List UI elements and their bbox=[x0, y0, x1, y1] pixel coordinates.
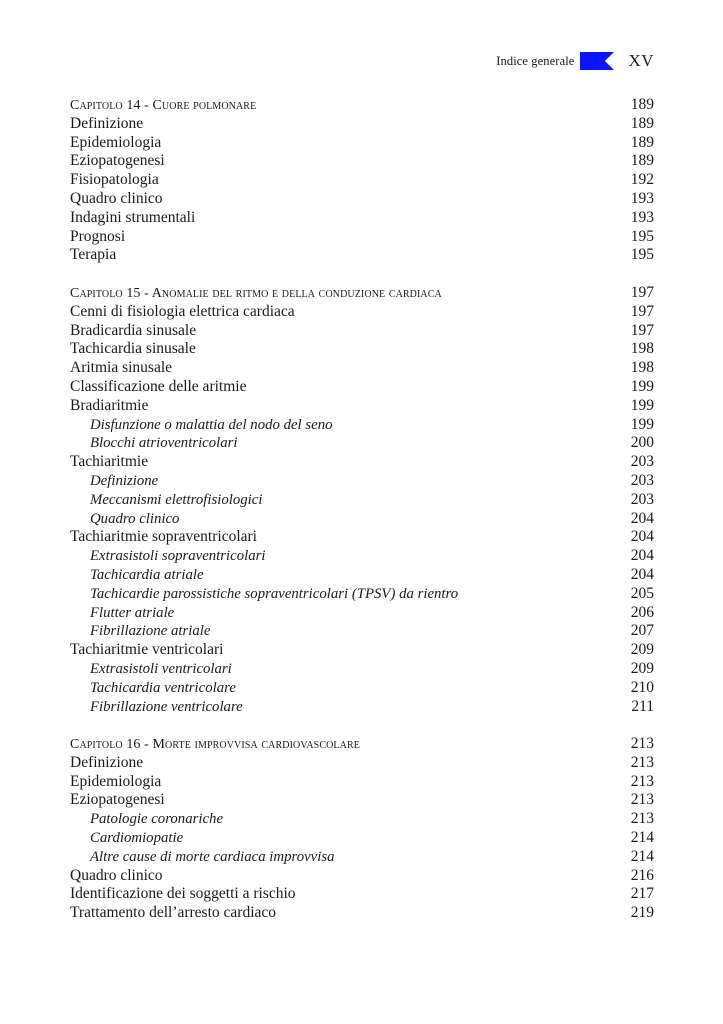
toc-entry-page: 217 bbox=[630, 885, 654, 903]
toc-subsection-entry bbox=[70, 660, 654, 679]
toc-entry-title: Capitolo 16 - Morte improvvisa cardiovascolare bbox=[70, 737, 360, 753]
toc-entry-title: Flutter atriale bbox=[90, 604, 175, 621]
toc-entry-page: 199 bbox=[630, 377, 654, 395]
toc-entry-page: 209 bbox=[630, 659, 654, 677]
toc-entry-page: 214 bbox=[630, 829, 654, 847]
toc-entry-page: 189 bbox=[630, 133, 654, 151]
toc-entry-page: 213 bbox=[630, 753, 654, 771]
toc-entry-page: 214 bbox=[630, 847, 654, 865]
toc-entry-title: Definizione bbox=[70, 753, 144, 771]
toc-section-entry bbox=[70, 340, 654, 359]
toc-section-entry bbox=[70, 246, 654, 265]
toc-entry-title: Blocchi atrioventricolari bbox=[90, 435, 238, 452]
toc-entry-page: 203 bbox=[630, 471, 654, 489]
table-of-contents bbox=[70, 96, 654, 923]
section-label: Indice generale bbox=[496, 53, 575, 68]
toc-subsection-entry bbox=[70, 698, 654, 717]
toc-entry-page: 192 bbox=[630, 171, 654, 189]
toc-section-entry bbox=[70, 885, 654, 904]
toc-entry-page: 197 bbox=[630, 283, 654, 301]
toc-entry-title: Tachicardia atriale bbox=[90, 566, 204, 583]
toc-subsection-entry bbox=[70, 491, 654, 510]
toc-subsection-entry bbox=[70, 604, 654, 623]
toc-section-entry bbox=[70, 115, 654, 134]
toc-section-entry bbox=[70, 528, 654, 547]
toc-section-entry bbox=[70, 867, 654, 886]
toc-subsection-entry bbox=[70, 829, 654, 848]
toc-subsection-entry bbox=[70, 416, 654, 435]
toc-entry-title: Definizione bbox=[70, 114, 144, 132]
toc-entry-page: 205 bbox=[630, 584, 654, 602]
toc-entry-page: 197 bbox=[630, 302, 654, 320]
toc-entry-title: Eziopatogenesi bbox=[70, 152, 165, 170]
toc-section-entry bbox=[70, 397, 654, 416]
toc-entry-page: 193 bbox=[630, 208, 654, 226]
toc-entry-title: Meccanismi elettrofisiologici bbox=[90, 491, 263, 508]
toc-entry-page: 189 bbox=[630, 152, 654, 170]
toc-subsection-entry bbox=[70, 810, 654, 829]
toc-section-entry bbox=[70, 209, 654, 228]
toc-section-entry bbox=[70, 641, 654, 660]
toc-entry-title: Bradicardia sinusale bbox=[70, 321, 197, 339]
toc-entry-page: 197 bbox=[630, 321, 654, 339]
toc-chapter-entry bbox=[70, 735, 654, 754]
toc-entry-title: Indagini strumentali bbox=[70, 208, 196, 226]
toc-entry-page: 213 bbox=[630, 772, 654, 790]
toc-entry-page: 207 bbox=[630, 622, 654, 640]
toc-entry-title: Eziopatogenesi bbox=[70, 791, 165, 809]
toc-entry-page: 204 bbox=[630, 547, 654, 565]
toc-subsection-entry bbox=[70, 848, 654, 867]
toc-entry-page: 206 bbox=[630, 603, 654, 621]
toc-section-entry bbox=[70, 773, 654, 792]
toc-entry-title: Cenni di fisiologia elettrica cardiaca bbox=[70, 302, 295, 320]
toc-entry-title: Epidemiologia bbox=[70, 772, 162, 790]
toc-entry-page: 195 bbox=[630, 227, 654, 245]
toc-section-entry bbox=[70, 322, 654, 341]
toc-entry-page: 210 bbox=[630, 678, 654, 696]
toc-subsection-entry bbox=[70, 585, 654, 604]
toc-entry-page: 209 bbox=[630, 641, 654, 659]
toc-subsection-entry bbox=[70, 434, 654, 453]
toc-entry-title: Trattamento dell’arresto cardiaco bbox=[70, 904, 277, 922]
toc-entry-page: 193 bbox=[630, 189, 654, 207]
toc-section-entry bbox=[70, 171, 654, 190]
toc-entry-page: 195 bbox=[630, 246, 654, 264]
toc-entry-title: Fibrillazione atriale bbox=[90, 623, 211, 640]
toc-entry-title: Bradiaritmie bbox=[70, 396, 149, 414]
toc-entry-title: Tachiaritmie bbox=[70, 453, 149, 471]
toc-entry-page: 199 bbox=[630, 415, 654, 433]
toc-entry-title: Disfunzione o malattia del nodo del seno bbox=[90, 416, 333, 433]
toc-entry-page: 203 bbox=[630, 490, 654, 508]
toc-section-entry bbox=[70, 190, 654, 209]
toc-entry-page: 211 bbox=[631, 697, 654, 715]
toc-entry-title: Quadro clinico bbox=[70, 189, 163, 207]
toc-entry-title: Prognosi bbox=[70, 227, 126, 245]
toc-entry-page: 213 bbox=[630, 791, 654, 809]
toc-subsection-entry bbox=[70, 472, 654, 491]
toc-entry-page: 200 bbox=[630, 434, 654, 452]
toc-entry-title: Fibrillazione ventricolare bbox=[90, 698, 243, 715]
toc-entry-title: Tachicardia ventricolare bbox=[90, 679, 236, 696]
toc-entry-page: 189 bbox=[630, 96, 654, 113]
toc-entry-page: 198 bbox=[630, 340, 654, 358]
toc-entry-title: Cardiomiopatie bbox=[90, 830, 184, 847]
toc-entry-title: Extrasistoli ventricolari bbox=[90, 660, 232, 677]
toc-entry-title: Epidemiologia bbox=[70, 133, 162, 151]
toc-section-entry bbox=[70, 303, 654, 322]
toc-subsection-entry bbox=[70, 510, 654, 529]
toc-section-entry bbox=[70, 134, 654, 153]
toc-entry-page: 213 bbox=[630, 735, 654, 753]
toc-entry-page: 213 bbox=[630, 810, 654, 828]
toc-subsection-entry bbox=[70, 547, 654, 566]
toc-entry-page: 204 bbox=[630, 509, 654, 527]
toc-entry-title: Quadro clinico bbox=[70, 866, 163, 884]
toc-entry-page: 204 bbox=[630, 528, 654, 546]
toc-entry-title: Patologie coronariche bbox=[90, 811, 224, 828]
toc-entry-page: 198 bbox=[630, 359, 654, 377]
toc-entry-title: Terapia bbox=[70, 246, 117, 264]
toc-entry-title: Extrasistoli sopraventricolari bbox=[90, 548, 266, 565]
toc-entry-title: Aritmia sinusale bbox=[70, 359, 173, 377]
toc-entry-page: 216 bbox=[630, 866, 654, 884]
toc-section-entry bbox=[70, 754, 654, 773]
toc-entry-title: Fisiopatologia bbox=[70, 171, 159, 189]
toc-entry-page: 189 bbox=[630, 114, 654, 132]
toc-section-entry bbox=[70, 904, 654, 923]
toc-entry-title: Capitolo 15 - Anomalie del ritmo e della conduzione cardiaca bbox=[70, 285, 442, 301]
pennant-flag-icon bbox=[580, 52, 614, 70]
toc-entry-page: 219 bbox=[630, 904, 654, 922]
toc-section-entry bbox=[70, 791, 654, 810]
page-number: XV bbox=[628, 51, 654, 70]
toc-entry-title: Classificazione delle aritmie bbox=[70, 377, 247, 395]
toc-chapter-entry bbox=[70, 284, 654, 303]
toc-section-entry bbox=[70, 359, 654, 378]
toc-section-entry bbox=[70, 152, 654, 171]
toc-subsection-entry bbox=[70, 679, 654, 698]
toc-entry-page: 204 bbox=[630, 565, 654, 583]
toc-subsection-entry bbox=[70, 566, 654, 585]
toc-entry-title: Tachicardie parossistiche sopraventricolari (TPSV) da rientro bbox=[90, 585, 459, 602]
toc-entry-page: 203 bbox=[630, 453, 654, 471]
toc-section-entry bbox=[70, 228, 654, 247]
toc-section-entry bbox=[70, 453, 654, 472]
running-header bbox=[496, 52, 654, 70]
toc-entry-title: Definizione bbox=[90, 472, 159, 489]
toc-entry-title: Tachiaritmie sopraventricolari bbox=[70, 528, 257, 546]
toc-entry-title: Identificazione dei soggetti a rischio bbox=[70, 885, 296, 903]
toc-entry-title: Quadro clinico bbox=[90, 510, 180, 527]
toc-entry-title: Capitolo 14 - Cuore polmonare bbox=[70, 98, 257, 113]
toc-chapter-entry bbox=[70, 96, 654, 115]
toc-entry-title: Tachicardia sinusale bbox=[70, 340, 196, 358]
toc-entry-title: Tachiaritmie ventricolari bbox=[70, 641, 224, 659]
toc-section-entry bbox=[70, 378, 654, 397]
toc-entry-page: 199 bbox=[630, 396, 654, 414]
toc-entry-title: Altre cause di morte cardiaca improvvisa bbox=[90, 848, 335, 865]
toc-subsection-entry bbox=[70, 622, 654, 641]
